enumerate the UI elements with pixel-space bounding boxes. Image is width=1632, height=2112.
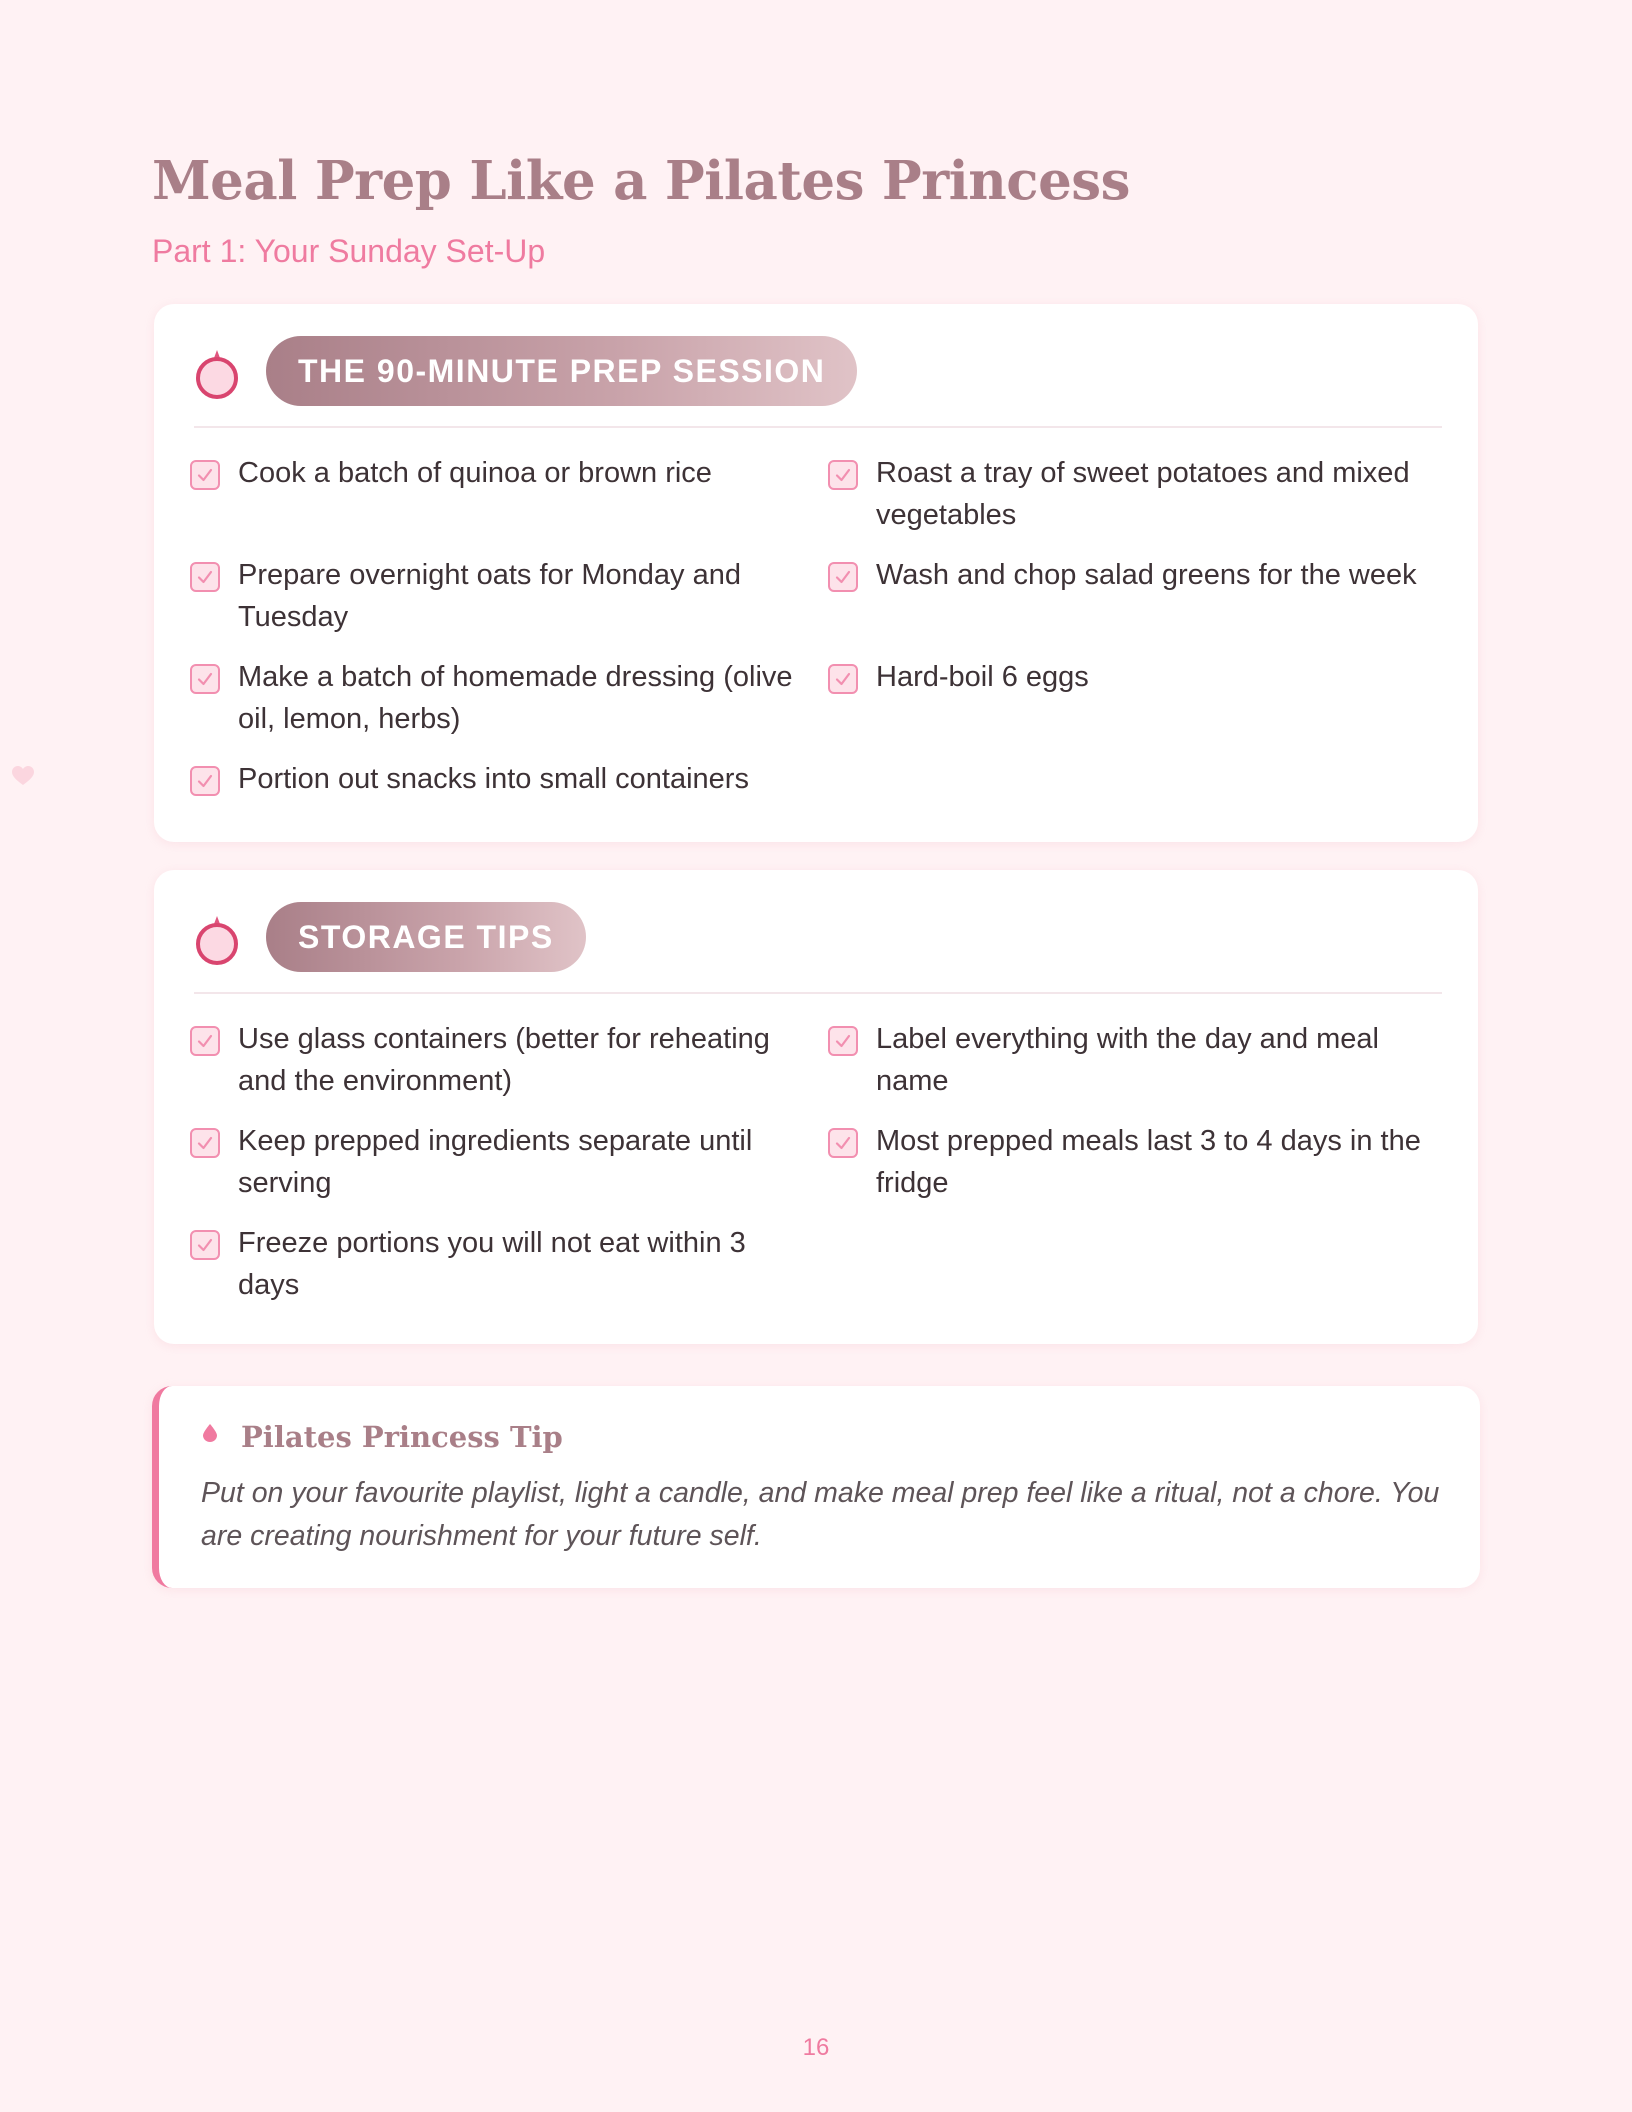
droplet-icon — [203, 1424, 217, 1442]
page-subtitle: Part 1: Your Sunday Set-Up — [152, 233, 546, 269]
checkbox-icon[interactable] — [828, 664, 858, 694]
section-header — [194, 902, 1442, 994]
checklist-item-label: Freeze portions you will not eat within 3 days — [238, 1227, 746, 1301]
checklist-item — [828, 554, 1442, 638]
checklist-item — [190, 1222, 828, 1306]
checklist-item-label: Roast a tray of sweet potatoes and mixed vegetables — [876, 457, 1410, 531]
tip-title: Pilates Princess Tip — [241, 1420, 563, 1454]
checklist-item-label: Most prepped meals last 3 to 4 days in the fridge — [876, 1125, 1421, 1199]
page-title: Meal Prep Like a Pilates Princess — [152, 150, 1130, 212]
checkbox-icon[interactable] — [190, 766, 220, 796]
checklist-item — [190, 1018, 828, 1102]
checklist-item — [190, 656, 828, 740]
checklist-item — [828, 656, 1442, 740]
section-header — [194, 336, 1442, 428]
checklist-item — [828, 452, 1442, 536]
section-card-storage-tips — [154, 870, 1478, 1344]
tip-callout — [152, 1386, 1480, 1588]
heart-icon — [12, 766, 34, 786]
checkbox-icon[interactable] — [190, 1230, 220, 1260]
checklist-item-label: Wash and chop salad greens for the week — [876, 559, 1417, 591]
checklist-item-label: Make a batch of homemade dressing (olive oil, lemon, herbs) — [238, 661, 793, 735]
checklist — [190, 452, 1442, 800]
checkbox-icon[interactable] — [828, 562, 858, 592]
checklist-item-label: Keep prepped ingredients separate until serving — [238, 1125, 753, 1199]
checkbox-icon[interactable] — [828, 1026, 858, 1056]
checklist-item — [828, 1120, 1442, 1204]
section-heading: THE 90-MINUTE PREP SESSION — [266, 336, 857, 406]
checklist-item-label: Use glass containers (better for reheating and the environment) — [238, 1023, 770, 1097]
tip-text: Put on your favourite playlist, light a candle, and make meal prep feel like a ritual, not a chore. You are creating nourishment for your future self. — [201, 1477, 1440, 1552]
checkbox-icon[interactable] — [828, 460, 858, 490]
checklist-item — [190, 452, 828, 536]
checklist — [190, 1018, 1442, 1306]
checklist-item-label: Prepare overnight oats for Monday and Tuesday — [238, 559, 741, 633]
checkbox-icon[interactable] — [190, 460, 220, 490]
section-card-prep-session — [154, 304, 1478, 842]
checklist-item — [828, 1018, 1442, 1102]
checkbox-icon[interactable] — [828, 1128, 858, 1158]
page-number: 16 — [802, 2034, 830, 2061]
checklist-item — [190, 758, 828, 800]
checkbox-icon[interactable] — [190, 664, 220, 694]
checklist-item — [190, 554, 828, 638]
checkbox-icon[interactable] — [190, 1128, 220, 1158]
checklist-item-label: Cook a batch of quinoa or brown rice — [238, 457, 712, 489]
checkbox-icon[interactable] — [190, 1026, 220, 1056]
checklist-item-label: Label everything with the day and meal name — [876, 1023, 1379, 1097]
checklist-item-label: Hard-boil 6 eggs — [876, 661, 1089, 693]
checkbox-icon[interactable] — [190, 562, 220, 592]
checklist-item — [190, 1120, 828, 1204]
timer-icon — [194, 346, 240, 400]
section-heading: STORAGE TIPS — [266, 902, 586, 972]
checklist-item-label: Portion out snacks into small containers — [238, 763, 749, 795]
timer-icon — [194, 912, 240, 966]
